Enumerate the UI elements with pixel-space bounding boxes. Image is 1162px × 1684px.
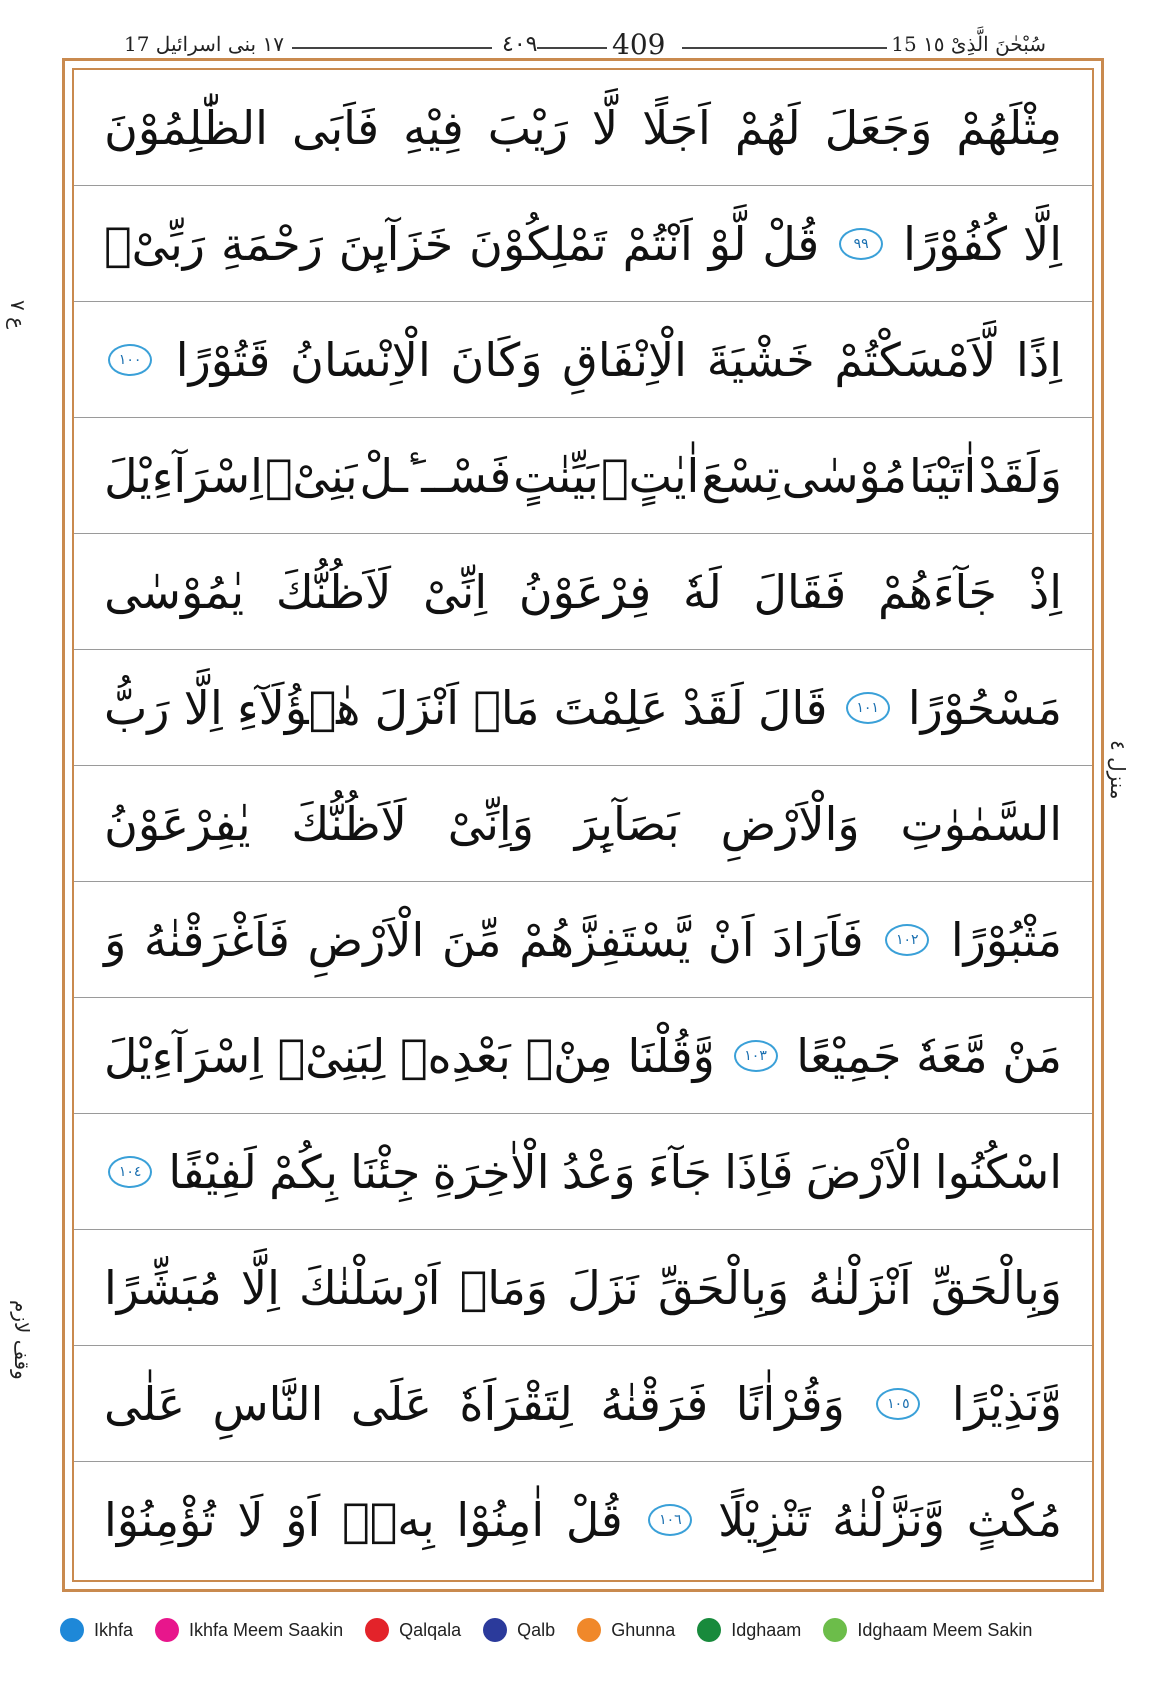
quran-word: وَّنَزَّلْنٰهُ	[832, 1493, 946, 1547]
quran-word: بِهٖۤ	[341, 1493, 435, 1547]
quran-word: رَحْمَةِ	[220, 216, 323, 271]
quran-word: اِسْرَآءِیْلَ	[104, 1028, 263, 1083]
quran-word: هٰۤؤُلَآءِ	[236, 680, 361, 735]
waqf-marker: وقف لازم	[10, 1300, 34, 1380]
quran-word: جَآءَهُمْ	[878, 564, 997, 619]
quran-word: بَصَآىِٕرَ	[574, 796, 680, 851]
quran-word: عَلَی	[350, 1376, 432, 1431]
quran-word: مَنْ	[1002, 1028, 1062, 1083]
quran-word: فَاَغْرَقْنٰهُ	[143, 912, 290, 967]
quran-word: بَنِیْۤ	[264, 448, 358, 503]
quran-word: مِثْلَهُمْ	[956, 100, 1062, 155]
manzil-marker: منزل ٤	[1106, 740, 1130, 800]
text-line	[74, 70, 1092, 186]
quran-word: لِتَقْرَاَهٗ	[459, 1376, 573, 1431]
legend-color-dot	[577, 1618, 601, 1642]
quran-word: اَنْزَلَ	[374, 680, 460, 735]
quran-word: لَاَظُنُّكَ	[291, 796, 407, 851]
quran-word: وَجَعَلَ	[824, 100, 933, 155]
text-line	[74, 1462, 1092, 1578]
ayah-number-marker: ١٠١	[846, 692, 890, 724]
quran-word: رَیْبَ	[487, 100, 568, 155]
text-line	[74, 534, 1092, 650]
quran-word: وَّنَذِیْرًا	[951, 1376, 1062, 1431]
ayah-number-marker: ١٠٤	[108, 1156, 152, 1188]
ayah-number-marker: ١٠٠	[108, 344, 152, 376]
quran-word: وَاِنِّیْ	[447, 796, 534, 851]
quran-word: اَنْزَلْنٰهُ	[808, 1260, 912, 1315]
quran-word: مَّعَهٗ	[916, 1028, 988, 1083]
quran-word: اِذْ	[1028, 564, 1062, 619]
ayah-number-marker: ١٠٥	[876, 1388, 920, 1420]
quran-word: بَعْدِهٖ	[399, 1028, 511, 1083]
quran-word: تَمْلِكُوْنَ	[469, 216, 607, 271]
quran-word: وَعْدُ	[561, 1144, 636, 1199]
quran-word: لَا	[237, 1493, 264, 1547]
quran-word: قَتُوْرًا	[175, 332, 271, 387]
quran-word: وَبِالْحَقِّ	[930, 1260, 1062, 1315]
quran-word: اٰتَیْنَا	[908, 448, 977, 503]
legend-label: Qalb	[517, 1619, 556, 1640]
quran-word: وَكَانَ	[450, 332, 543, 387]
quran-word: رَبِّیْۤ	[104, 216, 206, 271]
quran-word: وَبِالْحَقِّ	[657, 1260, 790, 1315]
quran-word: رَبُّ	[104, 680, 170, 735]
quran-word: اِلَّا	[1022, 216, 1062, 271]
ayah-number-marker: ١٠٣	[734, 1040, 778, 1072]
legend-item	[483, 1618, 555, 1642]
ruku-marker: ع ٧	[6, 300, 30, 330]
quran-word: مَسْحُوْرًا	[907, 680, 1062, 735]
quran-word: یٰفِرْعَوْنُ	[104, 796, 251, 851]
quran-word: الظّٰلِمُوْنَ	[104, 100, 268, 155]
quran-word: اِسْرَآءِیْلَ	[104, 448, 263, 503]
quran-word: لَاَظُنُّكَ	[275, 564, 392, 619]
header-left-surah: ١٧ بنی اسرائیل 17	[124, 32, 284, 56]
tajweed-legend	[60, 1610, 1120, 1650]
quran-word: مُوْسٰی	[781, 448, 907, 503]
quran-word: قَالَ	[758, 680, 828, 735]
quran-word: قُلْ	[565, 1493, 623, 1547]
ayah-number-marker: ١٠٢	[885, 924, 929, 956]
quran-word: اَنْ	[708, 912, 755, 967]
legend-color-dot	[697, 1618, 721, 1642]
quran-word: فَاَبَی	[291, 100, 380, 155]
quran-word: یٰمُوْسٰی	[104, 564, 245, 619]
quran-word: عَلِمْتَ	[553, 680, 669, 735]
quran-word: الْاِنْسَانُ	[290, 332, 431, 387]
quran-word: وَمَاۤ	[459, 1260, 549, 1315]
legend-label: Qalqala	[399, 1619, 462, 1640]
quran-word: كُفُوْرًا	[903, 216, 1008, 271]
quran-text-block	[74, 70, 1092, 1578]
quran-word: النَّاسِ	[212, 1376, 324, 1431]
text-line	[74, 1346, 1092, 1462]
legend-label: Idghaam	[731, 1619, 802, 1640]
header-page-number: 409	[612, 28, 666, 61]
quran-word: تِسْعَ	[701, 448, 780, 503]
quran-word: لَفِیْفًا	[168, 1144, 257, 1199]
quran-word: وَلَقَدْ	[978, 448, 1062, 503]
legend-item	[823, 1618, 1032, 1642]
ayah-number-marker: ١٠٦	[648, 1504, 692, 1536]
legend-color-dot	[365, 1618, 389, 1642]
quran-word: فَرَقْنٰهُ	[600, 1376, 709, 1431]
quran-word: بِكُمْ	[269, 1144, 338, 1199]
quran-word: عَلٰی	[104, 1376, 186, 1431]
quran-word: لِبَنِیْۤ	[277, 1028, 386, 1083]
quran-word: اَجَلًا	[642, 100, 711, 155]
quran-word: اٰمِنُوْا	[456, 1493, 545, 1547]
legend-item	[365, 1618, 461, 1642]
quran-word: وَّقُلْنَا	[627, 1028, 715, 1083]
quran-word: تَنْزِیْلًا	[718, 1493, 811, 1547]
legend-item	[577, 1618, 675, 1642]
legend-color-dot	[60, 1618, 84, 1642]
quran-word: لَهُمْ	[734, 100, 801, 155]
quran-word: السَّمٰوٰتِ	[900, 796, 1062, 851]
quran-word: مِّنَ	[441, 912, 502, 967]
quran-word: خَشْیَةَ	[706, 332, 815, 387]
text-line	[74, 998, 1092, 1114]
quran-word: فَقَالَ	[753, 564, 847, 619]
quran-word: لَقَدْ	[682, 680, 744, 735]
quran-word: نَزَلَ	[567, 1260, 639, 1315]
quran-word: وَقُرْاٰنًا	[735, 1376, 845, 1431]
quran-word: مِنْۢ	[525, 1028, 613, 1083]
quran-word: اَنْتُمْ	[622, 216, 693, 271]
quran-word: یَّسْتَفِزَّهُمْ	[519, 912, 691, 967]
text-line	[74, 766, 1092, 882]
quran-word: فِرْعَوْنُ	[518, 564, 652, 619]
legend-color-dot	[155, 1618, 179, 1642]
text-line	[74, 418, 1092, 534]
quran-word: قُلْ	[762, 216, 820, 271]
quran-word: لَهٗ	[683, 564, 722, 619]
quran-word: لَّا	[591, 100, 619, 155]
quran-word: وَ	[104, 912, 127, 967]
quran-word: وَالْاَرْضِ	[720, 796, 860, 851]
quran-word: تُؤْمِنُوْا	[104, 1493, 216, 1547]
quran-word: اسْكُنُوا	[934, 1144, 1062, 1199]
quran-word: مُكْثٍ	[966, 1493, 1062, 1547]
quran-word: فَاِذَا	[724, 1144, 794, 1199]
quran-word: مَثْبُوْرًا	[950, 912, 1062, 967]
quran-word: الْاَرْضَ	[805, 1144, 923, 1199]
quran-word: اٰیٰتٍۭ	[600, 448, 700, 503]
legend-label: Ghunna	[611, 1619, 676, 1640]
quran-word: جَمِیْعًا	[796, 1028, 902, 1083]
legend-label: Ikhfa	[94, 1619, 134, 1640]
quran-word: مُبَشِّرًا	[104, 1260, 222, 1315]
legend-item	[697, 1618, 801, 1642]
quran-word: اِلَّا	[240, 1260, 280, 1315]
quran-word: لَّاَمْسَكْتُمْ	[834, 332, 997, 387]
quran-word: اَوْ	[285, 1493, 321, 1547]
quran-word: فَاَرَادَ	[772, 912, 864, 967]
quran-word: خَزَآىِٕنَ	[338, 216, 454, 271]
text-line	[74, 302, 1092, 418]
legend-item	[60, 1618, 133, 1642]
text-line	[74, 186, 1092, 302]
text-line	[74, 1114, 1092, 1230]
legend-item	[155, 1618, 343, 1642]
quran-word: اِنِّیْ	[423, 564, 488, 619]
legend-label: Idghaam Meem Sakin	[857, 1619, 1033, 1640]
quran-word: الْاٰخِرَةِ	[432, 1144, 550, 1199]
quran-word: فِیْهِ	[403, 100, 464, 155]
quran-word: اَرْسَلْنٰكَ	[299, 1260, 441, 1315]
header-page-number-arabic: ٤٠٩	[502, 32, 538, 57]
quran-word: جَآءَ	[647, 1144, 712, 1199]
text-line	[74, 1230, 1092, 1346]
legend-color-dot	[483, 1618, 507, 1642]
header-right-para: 15 سُبْحٰنَ الَّذِیْ ١٥	[891, 32, 1046, 56]
text-line	[74, 650, 1092, 766]
legend-color-dot	[823, 1618, 847, 1642]
legend-label: Ikhfa Meem Saakin	[189, 1619, 344, 1640]
text-line	[74, 882, 1092, 998]
quran-word: لَّوْ	[708, 216, 747, 271]
quran-word: اِلَّا	[183, 680, 223, 735]
quran-word: فَسْــٴَـلْ	[359, 448, 512, 503]
ayah-number-marker: ٩٩	[839, 228, 883, 260]
quran-word: مَاۤ	[473, 680, 540, 735]
quran-word: جِئْنَا	[350, 1144, 421, 1199]
quran-word: الْاِنْفَاقِ	[562, 332, 687, 387]
quran-word: الْاَرْضِ	[307, 912, 425, 967]
quran-word: اِذًا	[1015, 332, 1062, 387]
quran-word: بَیِّنٰتٍ	[513, 448, 599, 503]
